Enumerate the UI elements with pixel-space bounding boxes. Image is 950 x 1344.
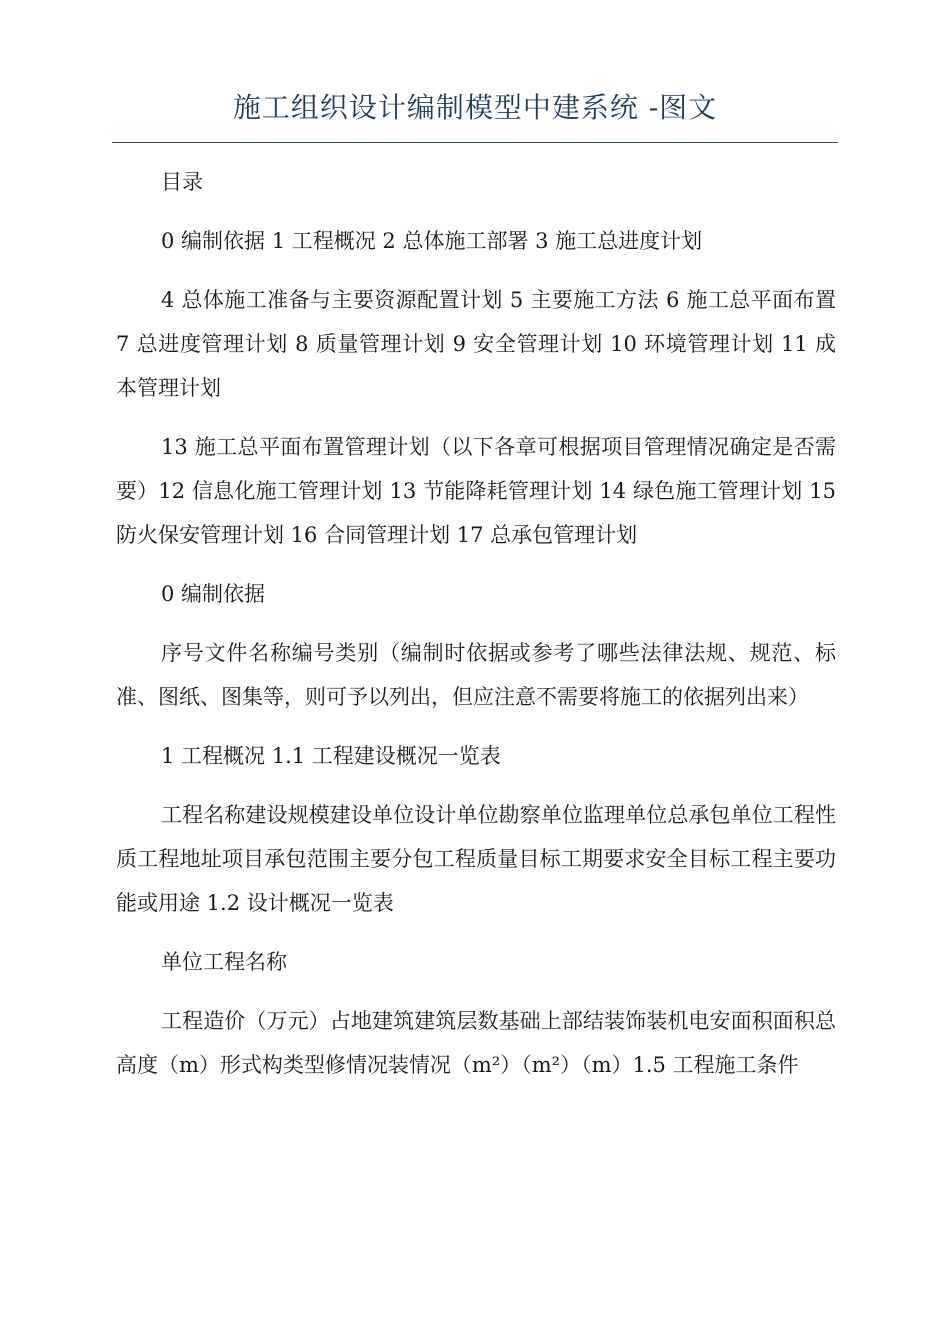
paragraph-toc-line-2: 4 总体施工准备与主要资源配置计划 5 主要施工方法 6 施工总平面布置 7 总进度管理计划 8 质量管理计划 9 安全管理计划 10 环境管理计划 11 成本管理计划 <box>116 288 836 400</box>
document-body <box>116 160 836 1102</box>
paragraph-design-overview: 工程造价（万元）占地建筑建筑层数基础上部结装饰装机电安面积面积总高度（m）形式构类型修情况装情况（m²）（m²）（m）1.5 工程施工条件 <box>116 1009 836 1077</box>
paragraph-unit-name: 单位工程名称 <box>161 950 287 974</box>
page-title: 施工组织设计编制模型中建系统 -图文 <box>232 91 718 124</box>
paragraph-toc-heading: 目录 <box>161 170 203 194</box>
paragraph-section-1-heading: 1 工程概况 1.1 工程建设概况一览表 <box>161 744 501 768</box>
paragraph-toc-line-1: 0 编制依据 1 工程概况 2 总体施工部署 3 施工总进度计划 <box>161 229 703 253</box>
paragraph-section-1-1-body: 工程名称建设规模建设单位设计单位勘察单位监理单位总承包单位工程性质工程地址项目承包范围主要分包工程质量目标工期要求安全目标工程主要功能或用途 1.2 设计概况一览表 <box>116 803 836 915</box>
paragraph-toc-line-3: 13 施工总平面布置管理计划（以下各章可根据项目管理情况确定是否需要）12 信息化施工管理计划 13 节能降耗管理计划 14 绿色施工管理计划 15 防火保安管理计划 16 合同管理计划 17 总承包管理计划 <box>116 435 836 547</box>
paragraph-section-0-body: 序号文件名称编号类别（编制时依据或参考了哪些法律法规、规范、标准、图纸、图集等，则可予以列出，但应注意不需要将施工的依据列出来） <box>116 641 836 709</box>
paragraph-section-0-heading: 0 编制依据 <box>161 582 266 606</box>
title-divider <box>112 142 838 143</box>
